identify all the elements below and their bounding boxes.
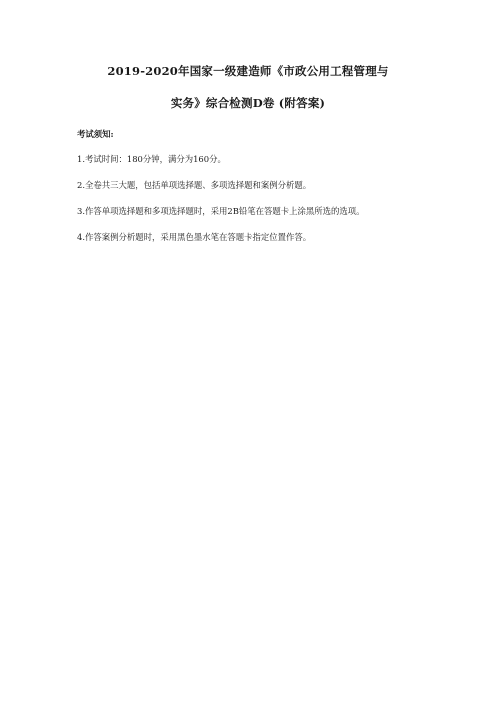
notice-item-2: 2.全卷共三大题，包括单项选择题、多项选择题和案例分析题。 — [77, 180, 312, 190]
notice-item-4: 4.作答案例分析题时，采用黑色墨水笔在答题卡指定位置作答。 — [77, 232, 312, 242]
notice-item-3: 3.作答单项选择题和多项选择题时，采用2B铅笔在答题卡上涂黑所选的选项。 — [77, 206, 365, 216]
title-line-2: 实务》综合检测D卷 (附答案) — [170, 96, 326, 110]
title-line-1: 2019-2020年国家一级建造师《市政公用工程管理与 — [107, 64, 389, 78]
notice-heading: 考试须知: — [77, 129, 114, 139]
notice-item-1: 1.考试时间：180分钟，满分为160分。 — [77, 154, 226, 164]
